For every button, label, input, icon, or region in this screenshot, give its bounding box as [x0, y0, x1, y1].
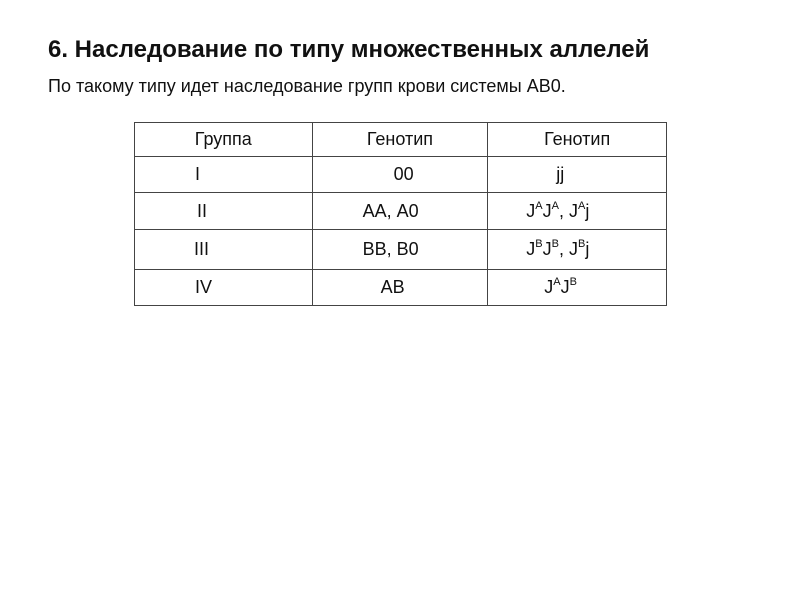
- allele-superscript: A: [551, 199, 559, 212]
- slide-subtitle: По такому типу идет наследование групп крови системы АВ0.: [48, 76, 566, 96]
- header-genotype-label: Генотип: [366, 129, 434, 149]
- alleles-label: $J^AJ^A$, $J^Aj$: [526, 199, 590, 221]
- genotype-cell: [312, 193, 488, 230]
- allele-superscript: A: [578, 199, 586, 212]
- allele-superscript: B: [535, 238, 543, 250]
- group-cell: [135, 193, 313, 230]
- group-label: III: [194, 239, 210, 259]
- header-group-label: Группа: [194, 129, 252, 149]
- alleles-cell: [488, 157, 667, 193]
- allele-superscript: B: [551, 238, 559, 250]
- table-header-row: [135, 123, 667, 157]
- blood-group-table: [134, 122, 667, 306]
- group-label: II: [197, 200, 208, 221]
- allele-superscript: A: [535, 199, 543, 212]
- header-genotype-alleles-label: Генотип: [544, 129, 611, 149]
- header-group: [135, 123, 313, 157]
- alleles-cell: [488, 270, 667, 306]
- alleles-label: $J^BJ^B$, $J^Bj$: [526, 238, 590, 259]
- group-label: IV: [195, 277, 213, 297]
- table-row: [135, 230, 667, 270]
- alleles-cell: [488, 230, 667, 270]
- group-cell: [135, 230, 313, 270]
- allele-superscript: B: [569, 276, 577, 288]
- genotype-label: 00: [393, 164, 414, 184]
- alleles-label: jj: [556, 164, 565, 184]
- header-genotype: [312, 123, 488, 157]
- table-row: [135, 157, 667, 193]
- allele-superscript: B: [578, 238, 586, 250]
- group-label: I: [195, 164, 201, 184]
- genotype-cell: [312, 270, 488, 306]
- genotype-label: АВ: [380, 277, 405, 297]
- alleles-cell: [488, 193, 667, 230]
- table-row: [135, 270, 667, 306]
- allele-superscript: A: [553, 276, 561, 288]
- group-cell: [135, 157, 313, 193]
- genotype-cell: [312, 157, 488, 193]
- genotype-label: АА, А0: [362, 200, 419, 221]
- genotype-label: ВВ, В0: [362, 239, 419, 259]
- group-cell: [135, 270, 313, 306]
- table-row: [135, 193, 667, 230]
- genotype-cell: [312, 230, 488, 270]
- slide-title: 6. Наследование по типу множественных аллелей: [48, 36, 650, 63]
- alleles-label: $J^AJ^B$: [544, 276, 577, 297]
- header-genotype-alleles: [488, 123, 667, 157]
